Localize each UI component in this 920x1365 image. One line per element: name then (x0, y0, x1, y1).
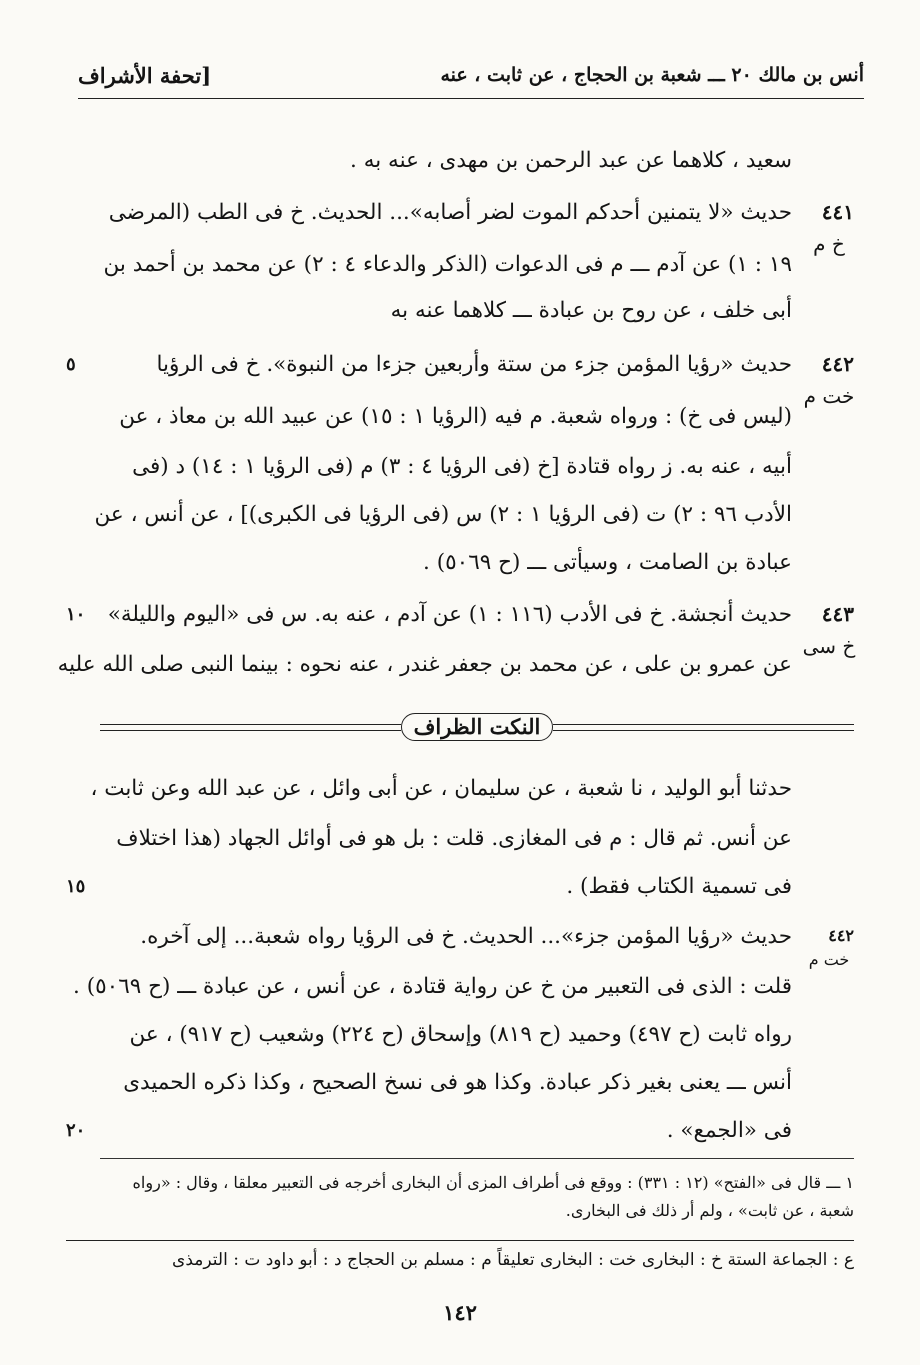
page-header (78, 52, 864, 99)
hadith-sigla: خت م (803, 384, 855, 408)
text-line: عن أنس. ثم قال : م فى المغازى. قلت : بل هو فى أوائل الجهاد (هذا اختلاف (116, 826, 792, 851)
text-line: (ليس فى خ) : ورواه شعبة. م فيه (الرؤيا ١ : ١٥) عن عبيد الله بن معاذ ، عن (119, 404, 792, 429)
text-line: عبادة بن الصامت ، وسيأتى ـــ (ح ٥٠٦٩) . (423, 550, 792, 575)
divider-rule (553, 724, 854, 731)
line-marker: ١٥ (66, 876, 86, 897)
hadith-number: ٤٤٣ (821, 602, 854, 626)
footnote-line: شعبة ، عن ثابت» ، ولم أر ذلك فى البخارى. (565, 1201, 854, 1220)
text-line: فى تسمية الكتاب فقط) . (566, 874, 792, 899)
hadith-number: ٤٤٢ (828, 926, 854, 945)
footnote-line: ١ ـــ قال فى «الفتح» (١٢ : ٣٣١) : ووقع فى أطراف المزى أن البخارى أخرجه فى التعبير معلقا ، وقال : «رواه (132, 1173, 854, 1192)
text-line: أنس ـــ يعنى بغير ذكر عبادة. وكذا هو فى نسخ الصحيح ، وكذا ذكره الحميدى (123, 1070, 792, 1095)
section-divider (100, 712, 854, 742)
running-title: أنس بن مالك ٢٠ ـــ شعبة بن الحجاج ، عن ثابت ، عنه (440, 64, 864, 86)
book-title: [تحفة الأشراف (78, 62, 212, 88)
text-line: حديث «رؤيا المؤمن جزء من ستة وأربعين جزءا من النبوة». خ فى الرؤيا (156, 352, 792, 377)
text-line: أبيه ، عنه به. ز رواه قتادة [خ (فى الرؤيا ٤ : ٣) م (فى الرؤيا ١ : ١٤) د (فى (132, 454, 792, 479)
hadith-number: ٤٤١ (821, 200, 854, 224)
text-line: عن عمرو بن على ، عن محمد بن جعفر غندر ، عنه نحوه : بينما النبى صلى الله عليه (57, 652, 792, 677)
sigla-key: ع : الجماعة الستة خ : البخارى خت : البخارى تعليقاً م : مسلم بن الحجاج د : أبو داود ت : الترمذى (172, 1250, 854, 1270)
text-line: حديث أنجشة. خ فى الأدب (١١٦ : ١) عن آدم ، عنه به. س فى «اليوم والليلة» (107, 602, 792, 627)
text-line: فى «الجمع» . (666, 1118, 792, 1143)
text-line: حدثنا أبو الوليد ، نا شعبة ، عن سليمان ، عن أبى وائل ، عن عبد الله وعن ثابت ، (90, 776, 792, 801)
hadith-sigla: خ سى (802, 634, 856, 658)
line-marker: ٥ (66, 354, 76, 375)
text-line: قلت : الذى فى التعبير من خ عن رواية قتادة ، عن أنس ، عن عبادة ـــ (ح ٥٠٦٩) . (73, 974, 792, 999)
hadith-sigla: خت م (808, 950, 850, 969)
line-marker: ٢٠ (66, 1120, 86, 1141)
hadith-number: ٤٤٢ (821, 352, 854, 376)
text-line: حديث «لا يتمنين أحدكم الموت لضر أصابه»... الحديث. خ فى الطب (المرضى (108, 200, 792, 225)
text-line: الأدب ٩٦ : ٢) ت (فى الرؤيا ١ : ٢) س (فى الرؤيا فى الكبرى)] ، عن أنس ، عن (94, 502, 792, 527)
hadith-sigla: خ م (813, 232, 845, 256)
line-marker: ١٠ (66, 604, 86, 625)
text-line: ١٩ : ١) عن آدم ـــ م فى الدعوات (الذكر والدعاء ٤ : ٢) عن محمد بن أحمد بن (103, 252, 792, 277)
text-line: سعيد ، كلاهما عن عبد الرحمن بن مهدى ، عنه به . (350, 148, 792, 173)
text-line: حديث «رؤيا المؤمن جزء»... الحديث. خ فى الرؤيا رواه شعبة... إلى آخره. (140, 924, 792, 949)
text-line: أبى خلف ، عن روح بن عبادة ـــ كلاهما عنه به (390, 298, 792, 323)
page-number: ١٤٢ (443, 1300, 477, 1325)
text-line: رواه ثابت (ح ٤٩٧) وحميد (ح ٨١٩) وإسحاق (ح ٢٢٤) وشعيب (ح ٩١٧) ، عن (129, 1022, 792, 1047)
sigla-rule (66, 1240, 854, 1241)
divider-rule (100, 724, 401, 731)
section-title: النكت الظراف (401, 713, 554, 741)
footnote-rule (100, 1158, 854, 1159)
